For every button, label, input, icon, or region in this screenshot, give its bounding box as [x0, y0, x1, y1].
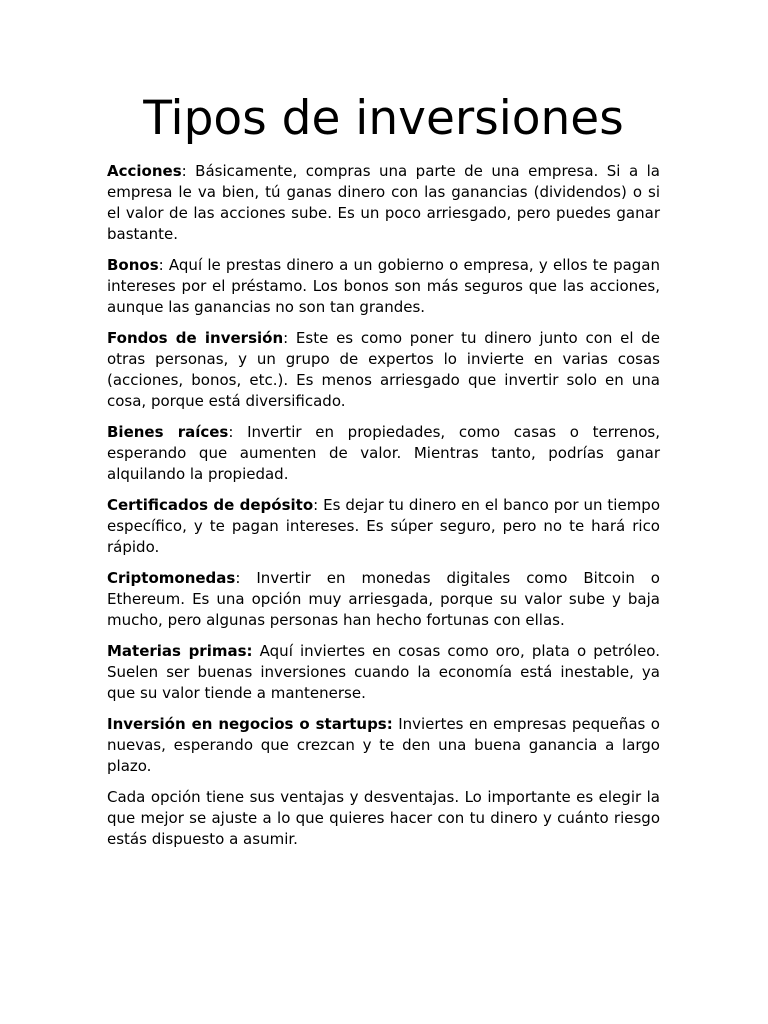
section-term: Certificados de depósito — [107, 496, 314, 514]
section-materias-primas — [107, 641, 660, 704]
section-term: Bienes raíces — [107, 423, 229, 441]
section-bonos — [107, 255, 660, 318]
section-acciones — [107, 161, 660, 245]
page-title: Tipos de inversiones — [143, 91, 624, 146]
section-text: : Invertir en monedas digitales como Bitcoin o Ethereum. Es una opción muy arriesgada, porque su valor sube y baja mucho, pero algunas personas han hecho fortunas con ellas. — [107, 569, 660, 629]
section-bienes-raices — [107, 422, 660, 485]
section-criptomonedas — [107, 568, 660, 631]
section-fondos-de-inversion — [107, 328, 660, 412]
section-term: Fondos de inversión — [107, 329, 284, 347]
section-text: : Invertir en propiedades, como casas o terrenos, esperando que aumenten de valor. Mientras tanto, podrías ganar alquilando la propiedad. — [107, 423, 660, 483]
section-certificados-de-deposito — [107, 495, 660, 558]
section-term: Materias primas: — [107, 642, 253, 660]
section-term: Bonos — [107, 256, 159, 274]
section-inversion-en-negocios — [107, 714, 660, 777]
section-text: : Básicamente, compras una parte de una empresa. Si a la empresa le va bien, tú ganas dinero con las ganancias (dividendos) o si el valor de las acciones sube. Es un poco arriesgado, pero puedes ganar bastante. — [107, 162, 660, 243]
section-text: : Es dejar tu dinero en el banco por un tiempo específico, y te pagan intereses. Es súper seguro, pero no te hará rico rápido. — [107, 496, 661, 556]
document-page — [107, 0, 660, 850]
section-term: Acciones — [107, 162, 182, 180]
section-term: Criptomonedas — [107, 569, 236, 587]
section-text: : Este es como poner tu dinero junto con el de otras personas, y un grupo de expertos lo invierte en varias cosas (acciones, bonos, etc.). Es menos arriesgado que invertir solo en una cosa, porque está diversificado. — [107, 329, 661, 410]
section-text: : Aquí le prestas dinero a un gobierno o empresa, y ellos te pagan intereses por el préstamo. Los bonos son más seguros que las acciones, aunque las ganancias no son tan grandes. — [107, 256, 660, 316]
conclusion-paragraph: Cada opción tiene sus ventajas y desventajas. Lo importante es elegir la que mejor se ajuste a lo que quieres hacer con tu dinero y cuánto riesgo estás dispuesto a asumir. — [107, 788, 660, 848]
section-text: Inviertes en empresas pequeñas o nuevas, esperando que crezcan y te den una buena ganancia a largo plazo. — [107, 715, 660, 775]
section-term: Inversión en negocios o startups: — [107, 715, 393, 733]
section-text: Aquí inviertes en cosas como oro, plata o petróleo. Suelen ser buenas inversiones cuando la economía está inestable, ya que su valor tiende a mantenerse. — [107, 642, 660, 702]
